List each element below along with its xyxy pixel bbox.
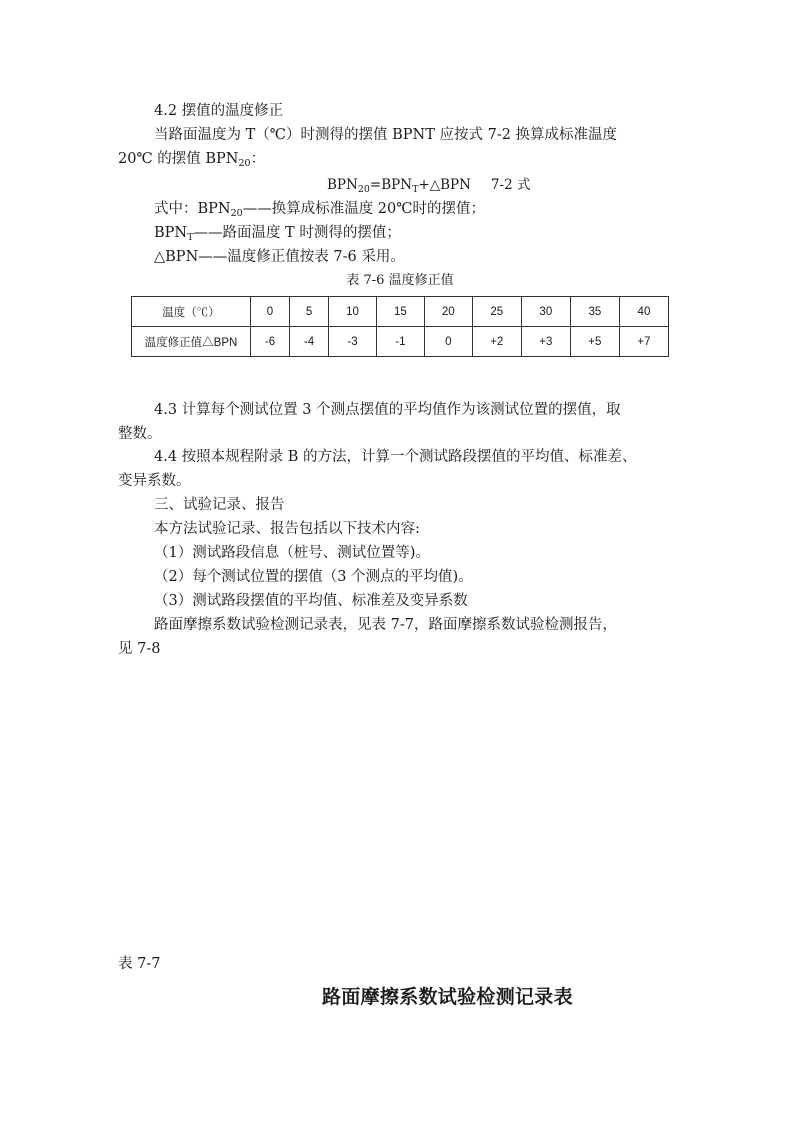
temperature-correction-table [131, 296, 669, 357]
table-row-temperature [132, 297, 669, 327]
paragraph-line: 当路面温度为 T（℃）时测得的摆值 BPNT 应按式 7-2 换算成标准温度 [154, 127, 618, 143]
table-7-7-title: 路面摩擦系数试验检测记录表 [322, 986, 573, 1008]
temp-cell: 40 [619, 297, 668, 327]
reference-text-cont: 见 7-8 [118, 641, 161, 657]
temp-cell: 20 [424, 297, 472, 327]
table-7-6-caption: 表 7-6 温度修正值 [346, 273, 454, 288]
list-item: （3）测试路段摆值的平均值、标准差及变异系数 [154, 593, 468, 609]
table-7-7-label: 表 7-7 [118, 956, 161, 972]
temp-cell: 35 [570, 297, 619, 327]
row-header-correction: 温度修正值△BPN [132, 327, 251, 357]
section-4-3-text-cont: 整数。 [118, 426, 162, 442]
paragraph-line: 20℃ 的摆值 $BPN_{20}$： [118, 151, 266, 169]
definition-bpnt: $BPN_T——$路面温度 T 时测得的摆值； [154, 225, 401, 243]
temp-cell: 30 [521, 297, 570, 327]
temp-cell: 25 [472, 297, 521, 327]
list-item: （1）测试路段信息（桩号、测试位置等)。 [154, 545, 430, 561]
temp-cell: 10 [329, 297, 377, 327]
temp-cell: 0 [251, 297, 290, 327]
definition-bpn20: 式中：$BPN_{20}——$换算成标准温度 20℃时的摆值； [154, 201, 485, 219]
table-row-correction [132, 327, 669, 357]
correction-cell: -3 [329, 327, 377, 357]
row-header-temperature: 温度（℃） [132, 297, 251, 327]
correction-cell: 0 [424, 327, 472, 357]
correction-cell: -6 [251, 327, 290, 357]
correction-cell: -4 [290, 327, 329, 357]
correction-cell: +3 [521, 327, 570, 357]
correction-cell: -1 [376, 327, 424, 357]
section-4-3-text: 4.3 计算每个测试位置 3 个测点摆值的平均值作为该测试位置的摆值，取 [154, 402, 621, 418]
section-3-heading: 三、试验记录、报告 [154, 497, 285, 513]
correction-cell: +5 [570, 327, 619, 357]
definition-delta-bpn: △BPN——温度修正值按表 7-6 采用。 [154, 249, 405, 265]
reference-text: 路面摩擦系数试验检测记录表，见表 7-7，路面摩擦系数试验检测报告， [154, 617, 617, 633]
correction-cell: +7 [619, 327, 668, 357]
correction-cell: +2 [472, 327, 521, 357]
section-3-intro: 本方法试验记录、报告包括以下技术内容: [154, 521, 420, 537]
section-4-4-text: 4.4 按照本规程附录 B 的方法，计算一个测试路段摆值的平均值、标准差、 [154, 449, 637, 465]
list-item: （2）每个测试位置的摆值（3 个测点的平均值)。 [154, 569, 473, 585]
section-4-4-text-cont: 变异系数。 [118, 473, 191, 489]
temp-cell: 15 [376, 297, 424, 327]
section-4-2-heading: 4.2 摆值的温度修正 [154, 103, 284, 119]
temp-cell: 5 [290, 297, 329, 327]
formula-7-2: $BPN_{20}=BPN_T+\triangle BPN$ 7-2 式 [327, 177, 531, 195]
